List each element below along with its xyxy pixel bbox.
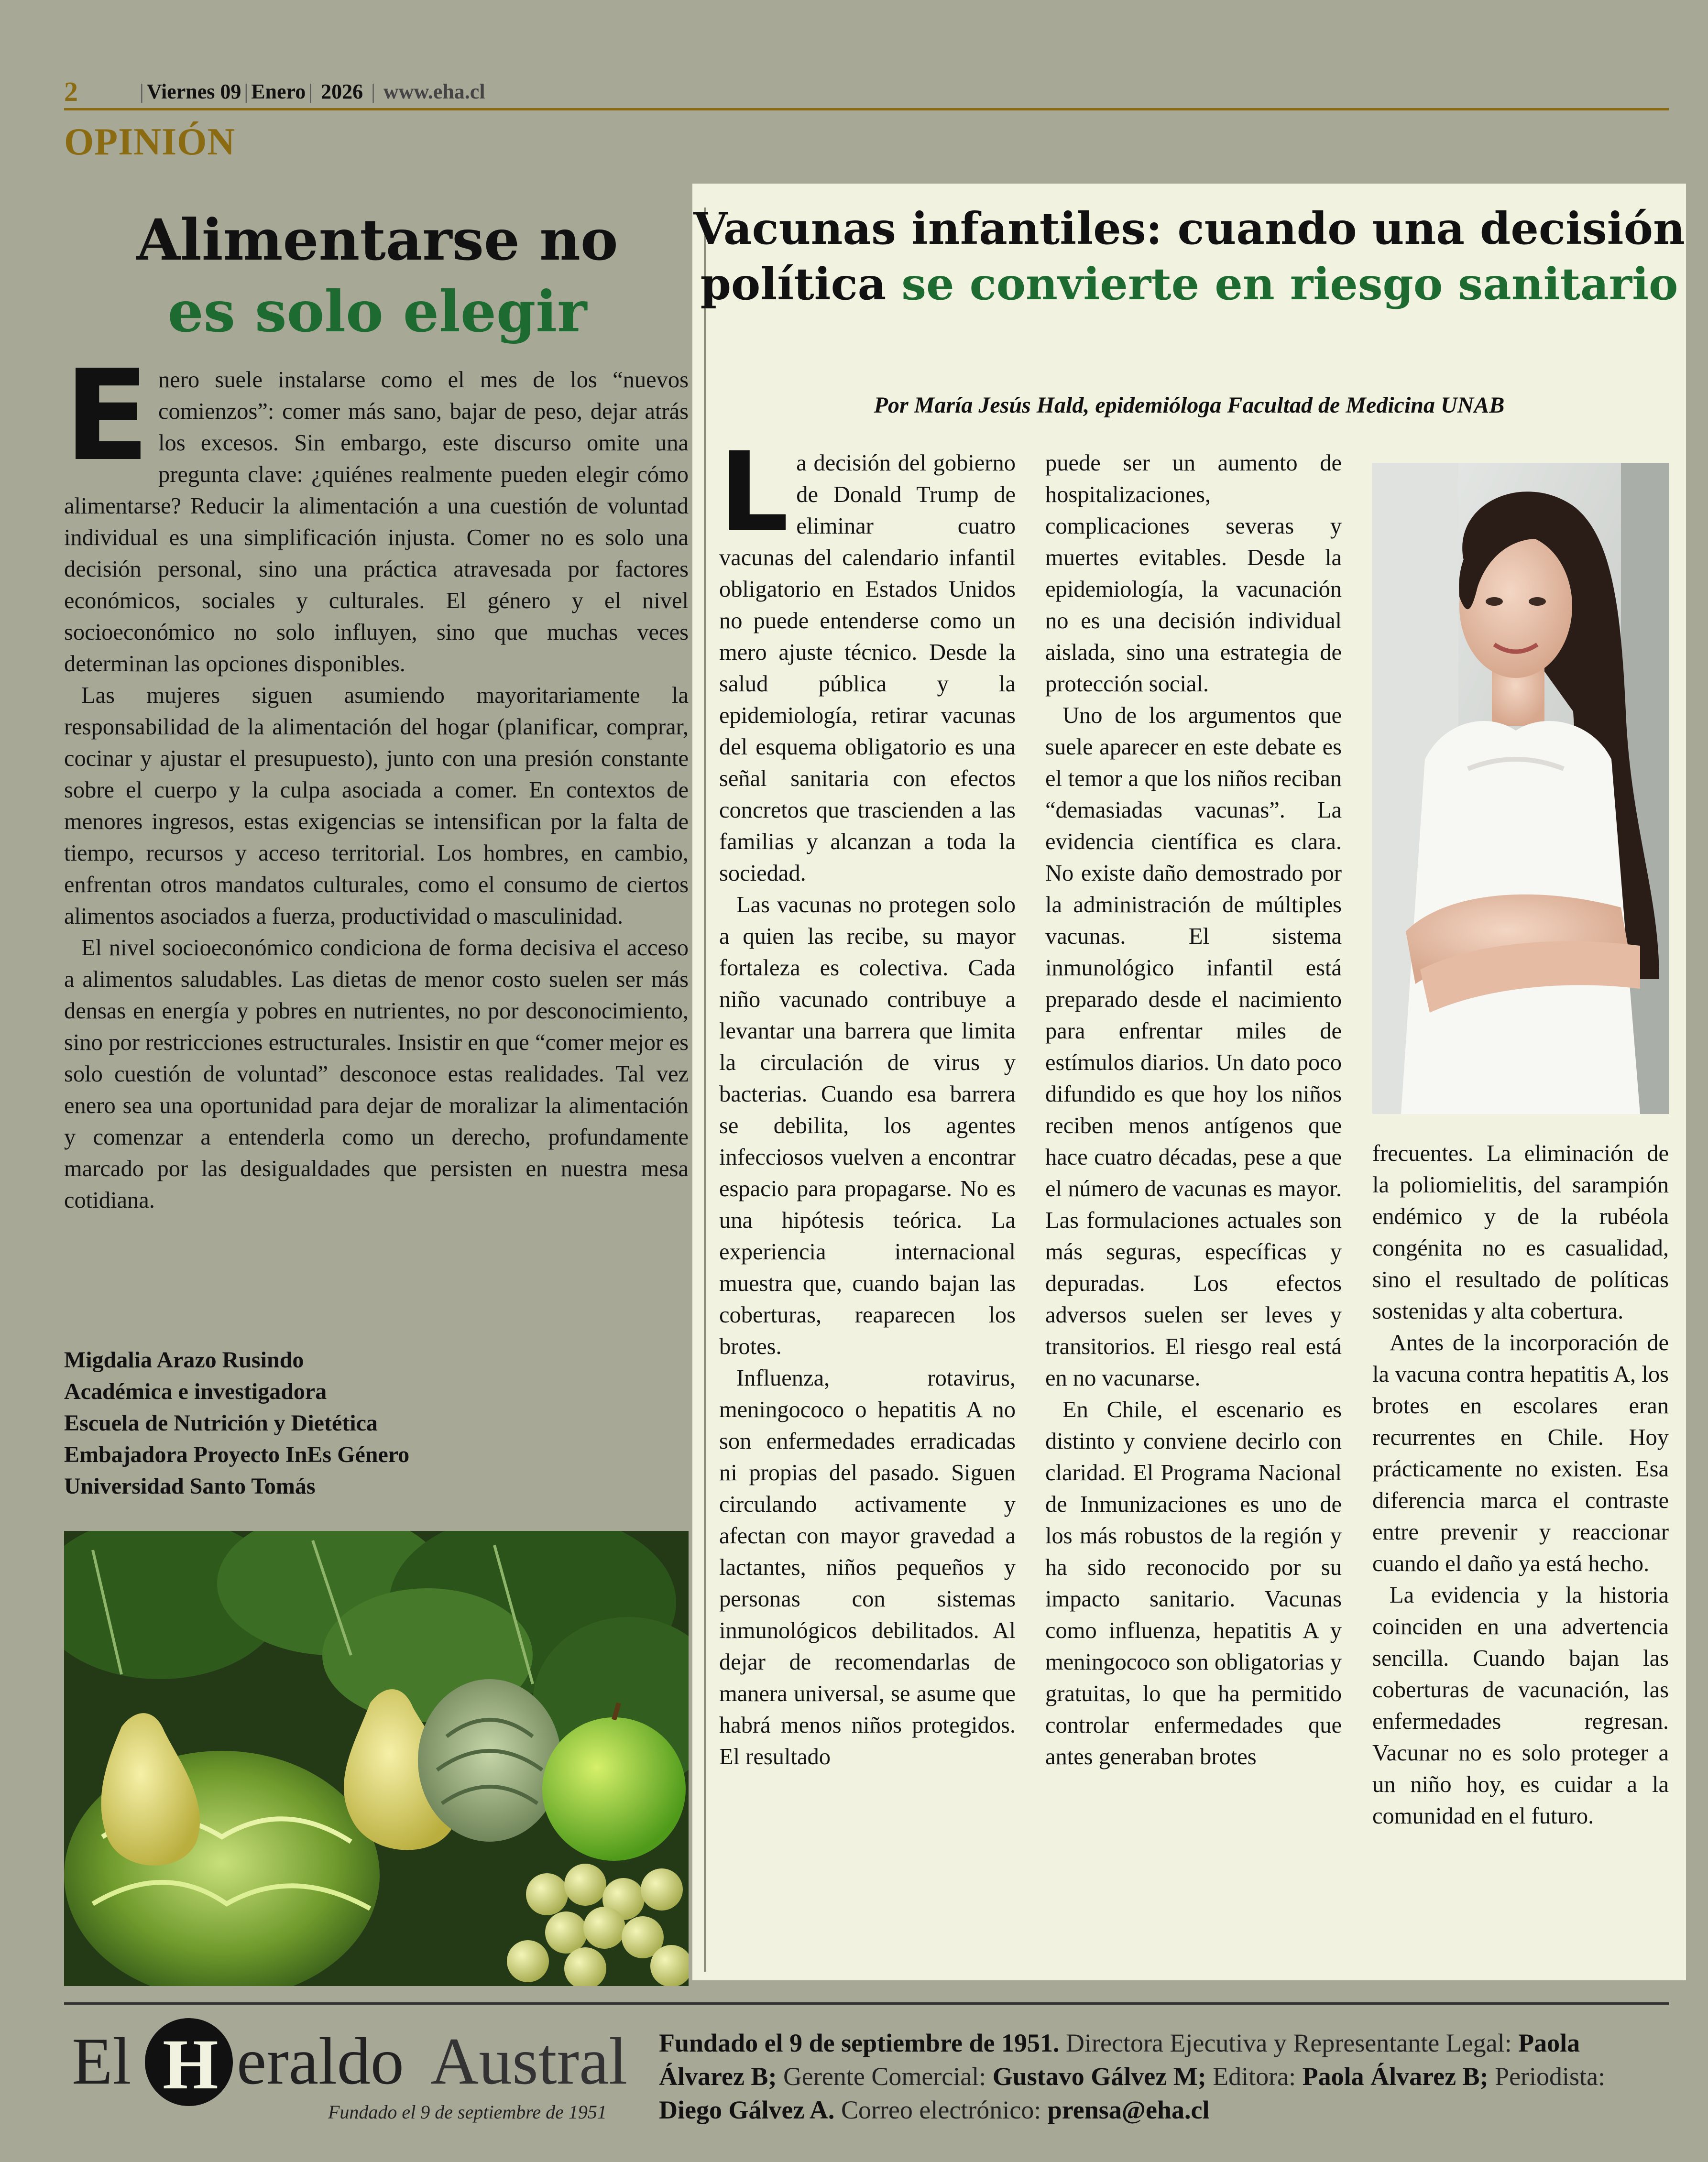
editor-name: Paola Álvarez B; bbox=[1302, 2062, 1489, 2091]
website-link[interactable]: www.eha.cl bbox=[383, 80, 485, 103]
author-school: Escuela de Nutrición y Dietética bbox=[64, 1410, 378, 1436]
author-name: Migdalia Arazo Rusindo bbox=[64, 1347, 304, 1373]
svg-text:eraldo: eraldo bbox=[237, 2024, 404, 2098]
issue-day: Viernes 09 bbox=[146, 80, 241, 103]
right-drop-cap: L bbox=[719, 428, 789, 556]
issue-month: Enero bbox=[251, 80, 306, 103]
founded-text: Fundado el 9 de septiembre de 1951. bbox=[659, 2029, 1060, 2057]
right-article-column-1 bbox=[719, 428, 1016, 1773]
vegetables-photo bbox=[64, 1531, 689, 1986]
right-article-paragraph: La evidencia y la historia coinciden en una advertencia sencilla. Cuando bajan las coberturas de vacunación, las enfermedades regresan. Vacunar no es solo proteger a un niño hoy, es cuidar a la comunidad en el futuro. bbox=[1372, 1583, 1669, 1829]
issue-info: | Viernes 09 | Enero | 2026 | www.eha.cl bbox=[140, 80, 485, 103]
journalist-label: Periodista: bbox=[1495, 2062, 1606, 2091]
section-title: OPINIÓN bbox=[64, 121, 236, 163]
right-article-paragraph: En Chile, el escenario es distinto y conviene decirlo con claridad. El Programa Nacional de Inmunizaciones es uno de los más robustos de la región y ha sido reconocido por su impacto sanitario. Vacunas como influenza, hepatitis A y meningococo son obligatorias y gratuitas, lo que ha permitido controlar enfermedades que antes generaban brotes bbox=[1045, 1397, 1342, 1769]
right-article-column-2 bbox=[1045, 448, 1342, 1773]
svg-text:H: H bbox=[163, 2025, 219, 2104]
right-title-part2: se convierte en riesgo sanitario bbox=[901, 258, 1678, 310]
column-divider bbox=[704, 207, 706, 1972]
right-article-column-3 bbox=[1372, 1138, 1669, 1832]
author-role: Académica e investigadora bbox=[64, 1379, 327, 1404]
footer-rule bbox=[64, 2002, 1669, 2005]
svg-text:Austral: Austral bbox=[430, 2024, 628, 2098]
right-article-paragraph: Influenza, rotavirus, meningococo o hepatitis A no son enfermedades erradicadas ni propias del pasado. Siguen circulando activamente y afectan con mayor gravedad a lactantes, niños pequeños y personas con sistemas inmunológicos debilitados. Al dejar de recomendarlas de manera universal, se asume que habrá menos niños protegidos. El resultado bbox=[719, 1365, 1016, 1769]
right-article-paragraph: La decisión del gobierno de Donald Trump de eliminar cuatro vacunas del calendario infantil obligatorio en Estados Unidos no puede entenderse como un mero ajuste técnico. Desde la salud pública y la epidemiología, retirar vacunas del esquema obligatorio es una señal sanitaria con efectos concretos que trascienden a las familias y alcanzan a toda la sociedad. bbox=[719, 428, 1016, 886]
editor-label: Editora: bbox=[1213, 2062, 1296, 2091]
left-article-title-line2: es solo elegir bbox=[167, 278, 587, 345]
left-article-body bbox=[64, 343, 689, 1216]
logo-tagline: Fundado el 9 de septiembre de 1951 bbox=[328, 2101, 607, 2123]
manager-label: Gerente Comercial: bbox=[783, 2062, 986, 2091]
journalist-name: Diego Gálvez A. bbox=[659, 2096, 835, 2124]
email-link[interactable]: prensa@eha.cl bbox=[1047, 2096, 1210, 2124]
right-article-paragraph: Antes de la incorporación de la vacuna contra hepatitis A, los brotes en escolares eran recurrentes en Chile. Hoy prácticamente no existen. Esa diferencia marca el contraste entre prevenir y reaccionar cuando el daño ya está hecho. bbox=[1372, 1330, 1669, 1576]
left-article-paragraph: Las mujeres siguen asumiendo mayoritariamente la responsabilidad de la alimentación del hogar (planificar, comprar, cocinar y ajustar el presupuesto), junto con una presión constante sobre el cuerpo y la culpa asociada a comer. En contextos de menores ingresos, estas exigencias se intensifican por la falta de tiempo, recursos y acceso territorial. Los hombres, en cambio, enfrentan otros mandatos culturales, como el consumo de ciertos alimentos asociados a fuerza, productividad o masculinidad. bbox=[64, 683, 689, 929]
right-article-paragraph: Uno de los argumentos que suele aparecer en este debate es el temor a que los niños reciban “demasiadas vacunas”. La evidencia científica es clara. No existe daño demostrado por la administración de múltiples vacunas. El sistema inmunológico infantil está preparado desde el nacimiento para enfrentar miles de estímulos diarios. Un dato poco difundido es que hoy los niños reciben menos antígenos que hace cuatro décadas, pese a que el número de vacunas es mayor. Las formulaciones actuales son más seguras, específicas y depuradas. Los efectos adversos suelen ser leves y transitorios. El riesgo real está en no vacunarse. bbox=[1045, 703, 1342, 1391]
right-article-paragraph: Las vacunas no protegen solo a quien las recibe, su mayor fortaleza es colectiva. Cada niño vacunado contribuye a levantar una barrera que limita la circulación de virus y bacterias. Cuando esa barrera se debilita, los agentes infecciosos vuelven a encontrar espacio para propagarse. No es una hipótesis teórica. La experiencia internacional muestra que, cuando bajan las coberturas, reaparecen los brotes. bbox=[719, 892, 1016, 1359]
left-article-paragraph: Enero suele instalarse como el mes de los “nuevos comienzos”: comer más sano, bajar de peso, dejar atrás los excesos. Sin embargo, este discurso omite una pregunta clave: ¿quiénes realmente pueden elegir cómo alimentarse? Reducir la alimentación a una cuestión de voluntad individual es una simplificación injusta. Comer no es solo una decisión personal, sino una práctica atravesada por factores económicos, sociales y culturales. El género y el nivel socioeconómico no solo influyen, sino que muchas veces determinan las opciones disponibles. bbox=[64, 343, 689, 677]
issue-year: 2026 bbox=[321, 80, 363, 103]
author-university: Universidad Santo Tomás bbox=[64, 1474, 316, 1499]
page-number: 2 bbox=[64, 76, 78, 107]
header-rule bbox=[64, 108, 1669, 110]
email-label: Correo electrónico: bbox=[841, 2096, 1041, 2124]
right-article-byline: Por María Jesús Hald, epidemióloga Facultad de Medicina UNAB bbox=[874, 393, 1505, 418]
director-label: Directora Ejecutiva y Representante Legal: bbox=[1066, 2029, 1512, 2057]
author-portrait-photo bbox=[1372, 463, 1669, 1114]
right-article-paragraph: puede ser un aumento de hospitalizaciones, complicaciones severas y muertes evitables. Desde la epidemiología, la vacunación no es una decisión individual aislada, sino una estrategia de protección social. bbox=[1045, 450, 1342, 697]
svg-text:El: El bbox=[72, 2024, 131, 2098]
left-article-title-line1: Alimentarse no bbox=[136, 207, 618, 273]
manager-name: Gustavo Gálvez M; bbox=[992, 2062, 1206, 2091]
left-drop-cap: E bbox=[64, 343, 150, 489]
director-name: Paola Álvarez B; bbox=[659, 2029, 1580, 2091]
right-article-title bbox=[692, 201, 1686, 312]
masthead-credits bbox=[659, 2026, 1663, 2127]
right-title-part1: Vacunas infantiles: cuando una decisión política bbox=[693, 203, 1685, 310]
left-article-paragraph: El nivel socioeconómico condiciona de forma decisiva el acceso a alimentos saludables. Las dietas de menor costo suelen ser más densas en energía y pobres en nutrientes, no por desconocimiento, sino por restricciones estructurales. Insistir en que “comer mejor es solo cuestión de voluntad” desconoce estas realidades. Tal vez enero sea una oportunidad para dejar de moralizar la alimentación y comenzar a entenderla como un derecho, profundamente marcado por las desigualdades que persisten en nuestra mesa cotidiana. bbox=[64, 935, 689, 1213]
right-article-paragraph: frecuentes. La eliminación de la poliomielitis, del sarampión endémico y de la rubéola congénita no es casualidad, sino el resultado de políticas sostenidas y alta cobertura. bbox=[1372, 1141, 1669, 1324]
author-signature bbox=[64, 1344, 409, 1502]
author-project: Embajadora Proyecto InEs Género bbox=[64, 1442, 410, 1467]
